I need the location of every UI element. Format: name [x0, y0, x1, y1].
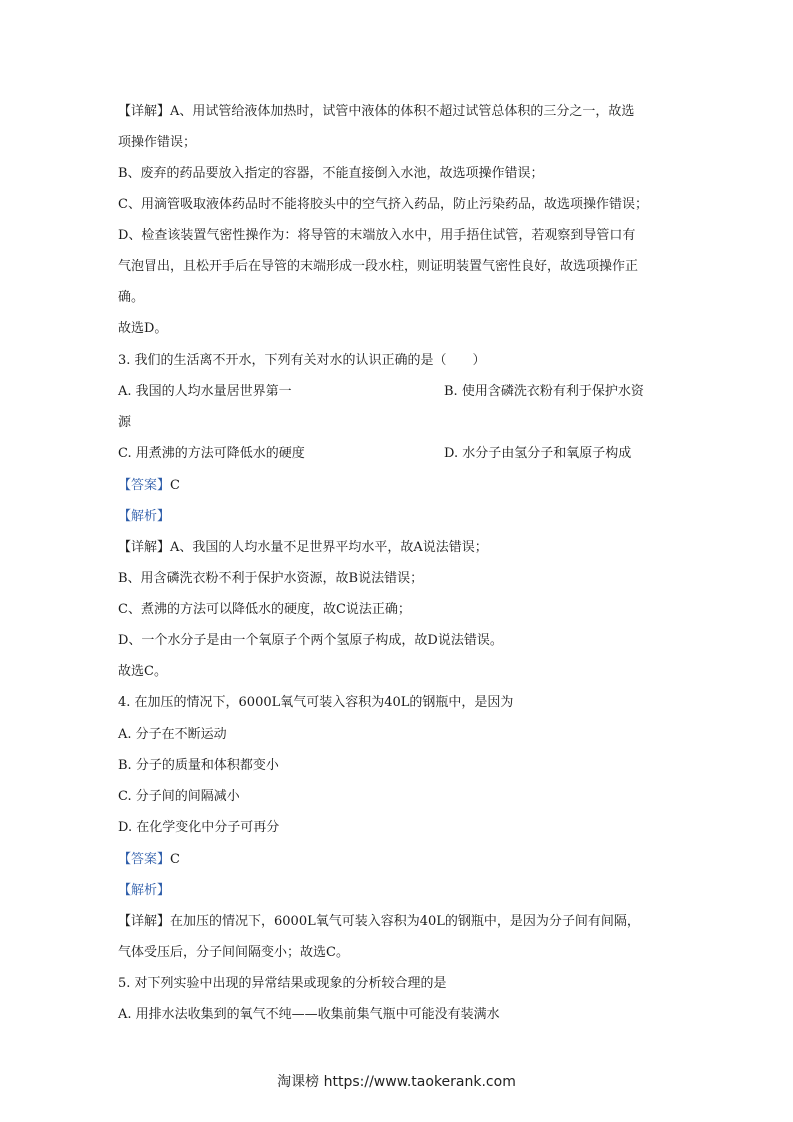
- detail-tag: 【详解】: [118, 914, 171, 929]
- q4-answer: [118, 852, 180, 868]
- question-4-stem: 4. 在加压的情况下，6000L氧气可装入容积为40L的钢瓶中，是因为: [118, 695, 514, 710]
- text-line: B、废弃的药品要放入指定的容器，不能直接倒入水池，故选项操作错误；: [118, 166, 544, 181]
- q3-detail: [118, 540, 488, 556]
- answer-tag: 【答案】: [118, 478, 171, 493]
- answer-value: C: [170, 852, 180, 867]
- q4-option-c: C. 分子间的间隔减小: [118, 789, 240, 804]
- text-line: 【详解】A、用试管给液体加热时，试管中液体的体积不超过试管总体积的三分之一，故选: [118, 104, 635, 119]
- q3-option-a: A. 我国的人均水量居世界第一: [118, 384, 292, 399]
- detail-text: A、我国的人均水量不足世界平均水平，故A说法错误；: [170, 540, 488, 555]
- footer-watermark: 淘课榜 https://www.taokerank.com: [277, 1074, 516, 1090]
- text-line: 气体受压后，分子间间隔变小；故选C。: [118, 945, 349, 960]
- q4-option-b: B. 分子的质量和体积都变小: [118, 758, 279, 773]
- text-line: C、用滴管吸取液体药品时不能将胶头中的空气挤入药品，防止污染药品，故选项操作错误；: [118, 197, 648, 212]
- q3-option-d: D. 水分子由氢分子和氧原子构成: [444, 446, 632, 461]
- text-line: C、煮沸的方法可以降低水的硬度，故C说法正确；: [118, 602, 411, 617]
- q3-option-b: B. 使用含磷洗衣粉有利于保护水资: [444, 384, 644, 399]
- q4-detail: [118, 914, 640, 930]
- q4-option-d: D. 在化学变化中分子可再分: [118, 820, 280, 835]
- q3-answer: [118, 478, 180, 494]
- answer-value: C: [170, 478, 180, 493]
- question-5-stem: 5. 对下列实验中出现的异常结果或现象的分析较合理的是: [118, 976, 447, 991]
- text-line: 气泡冒出，且松开手后在导管的末端形成一段水柱，则证明装置气密性良好，故选项操作正: [118, 259, 639, 274]
- text-line: 故选D。: [118, 321, 168, 336]
- q4-option-a: A. 分子在不断运动: [118, 727, 227, 742]
- q3-option-c: C. 用煮沸的方法可降低水的硬度: [118, 446, 305, 461]
- q3-analysis-tag: 【解析】: [118, 509, 171, 524]
- text-line: 项操作错误；: [118, 135, 197, 150]
- text-line: D、检查该装置气密性操作为：将导管的末端放入水中，用手捂住试管，若观察到导管口有: [118, 228, 636, 243]
- text-line: 确。: [118, 290, 145, 305]
- detail-text: 在加压的情况下，6000L氧气可装入容积为40L的钢瓶中，是因为分子间有间隔，: [170, 914, 640, 929]
- question-3-stem: 3. 我们的生活离不开水，下列有关对水的认识正确的是（ ）: [118, 353, 486, 368]
- text-line: D、一个水分子是由一个氧原子个两个氢原子构成，故D说法错误。: [118, 633, 503, 648]
- q4-analysis-tag: 【解析】: [118, 883, 171, 898]
- q3-option-b-cont: 源: [118, 415, 132, 430]
- answer-tag: 【答案】: [118, 852, 171, 867]
- q5-option-a: A. 用排水法收集到的氧气不纯——收集前集气瓶中可能没有装满水: [118, 1007, 500, 1022]
- text-line: B、用含磷洗衣粉不利于保护水资源，故B说法错误；: [118, 571, 424, 586]
- detail-tag: 【详解】: [118, 540, 171, 555]
- text-line: 故选C。: [118, 664, 167, 679]
